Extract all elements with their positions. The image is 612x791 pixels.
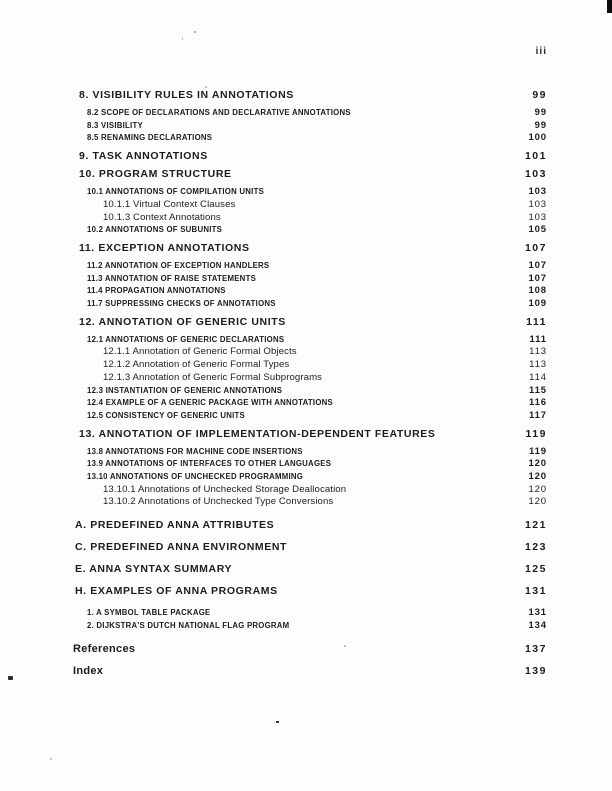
toc-entry-title: 10.2 ANNOTATIONS OF SUBUNITS — [87, 225, 223, 235]
toc-entry — [87, 471, 547, 484]
toc-entry — [87, 120, 547, 133]
toc-entry — [79, 428, 547, 440]
toc-entry-page-number: 113 — [529, 346, 547, 358]
toc-entry — [103, 212, 547, 225]
toc-entry — [87, 298, 547, 311]
toc-entry-title: 8.5 RENAMING DECLARATIONS — [87, 133, 213, 143]
toc-entry-title: 13.10.1 Annotations of Unchecked Storage Deallocation — [103, 483, 347, 495]
toc-entry-page-number: 115 — [528, 384, 547, 396]
toc-entry — [87, 224, 547, 237]
toc-entry-title: 11.2 ANNOTATION OF EXCEPTION HANDLERS — [87, 260, 270, 270]
toc-entry-page-number: 103 — [528, 198, 547, 210]
scan-speck — [194, 31, 196, 33]
toc-entry-title: 11.3 ANNOTATION OF RAISE STATEMENTS — [87, 273, 257, 283]
toc-entry-page-number: 99 — [532, 89, 547, 101]
toc-entry-title: 12.1 ANNOTATIONS OF GENERIC DECLARATIONS — [87, 334, 285, 344]
toc-entry — [87, 397, 547, 410]
toc-entry-page-number: 120 — [528, 496, 547, 508]
toc-entry-page-number: 113 — [529, 359, 547, 371]
toc-entry-title: 8.3 VISIBILITY — [87, 120, 143, 130]
toc-entry-title: References — [73, 642, 136, 655]
toc-entry-page-number: 120 — [528, 483, 547, 495]
page-number-folio: iii — [535, 46, 547, 57]
toc-entry — [79, 242, 547, 254]
toc-entry — [87, 334, 547, 347]
toc-entry-title: 2. DIJKSTRA'S DUTCH NATIONAL FLAG PROGRAM — [87, 620, 290, 630]
toc-entry — [103, 496, 547, 509]
scan-speck — [205, 86, 207, 88]
toc-entry-page-number: 100 — [528, 132, 547, 144]
toc-entry-page-number: 131 — [528, 607, 547, 619]
toc-entry — [75, 519, 547, 531]
toc-entry-title: 12.1.3 Annotation of Generic Formal Subprograms — [103, 371, 323, 383]
toc-entry — [103, 359, 547, 372]
toc-entry — [75, 585, 547, 597]
toc-entry — [75, 563, 547, 575]
toc-entry — [79, 168, 547, 180]
toc-entry-page-number: 99 — [534, 107, 547, 118]
toc-entry-page-number: 107 — [528, 259, 547, 271]
toc-entry-page-number: 107 — [524, 241, 547, 254]
toc-entry-page-number: 101 — [524, 150, 547, 163]
toc-entry-page-number: 119 — [525, 427, 547, 440]
toc-entry-title: 8. VISIBILITY RULES IN ANNOTATIONS — [79, 89, 294, 101]
toc-entry — [87, 410, 547, 423]
toc-entry-title: 12. ANNOTATION OF GENERIC UNITS — [79, 315, 286, 328]
toc-entry — [87, 273, 547, 286]
toc-entry-page-number: 99 — [534, 119, 547, 131]
toc-entry-title: 10.1.1 Virtual Context Clauses — [103, 198, 236, 210]
toc-entry-page-number: 111 — [526, 315, 547, 328]
toc-entry — [103, 372, 547, 385]
toc-entry — [79, 150, 547, 162]
toc-entry — [87, 132, 547, 145]
toc-entry-title: 10.1.3 Context Annotations — [103, 211, 221, 223]
toc-entry — [103, 199, 547, 212]
toc-entry-page-number: 134 — [528, 619, 547, 631]
toc-entry — [73, 643, 547, 655]
toc-entry — [87, 285, 547, 298]
toc-entry — [103, 346, 547, 359]
toc-entry-title: 12.4 EXAMPLE OF A GENERIC PACKAGE WITH ANNOTATIONS — [87, 398, 333, 408]
toc-entry-title: A. PREDEFINED ANNA ATTRIBUTES — [75, 519, 275, 532]
table-of-contents — [73, 84, 547, 687]
toc-entry — [87, 458, 547, 471]
toc-entry-page-number: 120 — [528, 471, 547, 483]
toc-entry-page-number: 131 — [524, 585, 547, 598]
scan-speck — [50, 758, 52, 760]
toc-entry-title: 11. EXCEPTION ANNOTATIONS — [79, 241, 250, 254]
toc-entry — [87, 260, 547, 273]
toc-entry-page-number: 119 — [528, 445, 547, 457]
toc-entry-title: 13. ANNOTATION OF IMPLEMENTATION-DEPENDENT FEATURES — [79, 427, 436, 440]
toc-entry-title: Index — [73, 664, 104, 677]
toc-entry-title: C. PREDEFINED ANNA ENVIRONMENT — [75, 541, 288, 554]
toc-entry — [87, 186, 547, 199]
toc-entry-title: 12.5 CONSISTENCY OF GENERIC UNITS — [87, 410, 246, 420]
toc-entry — [87, 446, 547, 459]
toc-entry-title: 1. A SYMBOL TABLE PACKAGE — [87, 608, 211, 618]
toc-entry-page-number: 125 — [524, 563, 547, 576]
toc-entry-page-number: 121 — [524, 519, 547, 532]
toc-entry-title: 12.1.2 Annotation of Generic Formal Types — [103, 359, 290, 371]
toc-entry-page-number: 120 — [528, 458, 547, 470]
toc-entry-page-number: 109 — [528, 298, 547, 310]
toc-entry-title: E. ANNA SYNTAX SUMMARY — [75, 563, 233, 576]
toc-entry — [73, 665, 547, 677]
scan-speck — [182, 37, 183, 40]
scan-edge-mark — [607, 0, 612, 13]
toc-entry — [87, 607, 547, 620]
toc-entry-page-number: 107 — [528, 272, 547, 284]
toc-entry-title: 10. PROGRAM STRUCTURE — [79, 168, 232, 181]
toc-entry-page-number: 111 — [529, 333, 547, 345]
toc-entry-title: 8.2 SCOPE OF DECLARATIONS AND DECLARATIVE ANNOTATIONS — [87, 108, 351, 117]
toc-entry-page-number: 123 — [524, 541, 547, 554]
toc-entry-title: 13.9 ANNOTATIONS OF INTERFACES TO OTHER LANGUAGES — [87, 459, 332, 469]
toc-entry — [79, 316, 547, 328]
toc-entry-title: 13.10 ANNOTATIONS OF UNCHECKED PROGRAMMING — [87, 472, 304, 482]
toc-entry-page-number: 116 — [528, 397, 547, 409]
toc-entry — [87, 620, 547, 633]
toc-entry — [87, 107, 547, 120]
scan-speck — [344, 645, 346, 647]
toc-entry-page-number: 103 — [528, 211, 547, 223]
scan-speck — [276, 721, 279, 723]
toc-entry-page-number: 108 — [528, 285, 547, 297]
toc-entry-title: 12.1.1 Annotation of Generic Formal Objects — [103, 346, 297, 358]
toc-entry — [75, 541, 547, 553]
toc-entry — [79, 89, 547, 101]
toc-entry-page-number: 105 — [528, 224, 547, 236]
toc-entry-title: 11.7 SUPPRESSING CHECKS OF ANNOTATIONS — [87, 299, 276, 309]
toc-entry-title: 13.8 ANNOTATIONS FOR MACHINE CODE INSERTIONS — [87, 446, 303, 456]
toc-entry-page-number: 103 — [528, 186, 547, 198]
toc-entry-title: 11.4 PROPAGATION ANNOTATIONS — [87, 286, 226, 296]
toc-entry-page-number: 137 — [524, 642, 547, 655]
toc-entry — [87, 385, 547, 398]
scan-speck — [8, 676, 13, 680]
toc-entry-page-number: 139 — [524, 664, 547, 677]
toc-entry-title: 12.3 INSTANTIATION OF GENERIC ANNOTATIONS — [87, 385, 283, 395]
toc-entry-title: H. EXAMPLES OF ANNA PROGRAMS — [75, 585, 278, 598]
toc-entry — [103, 484, 547, 497]
toc-entry-page-number: 117 — [528, 409, 547, 421]
toc-entry-page-number: 114 — [529, 371, 547, 383]
toc-entry-title: 9. TASK ANNOTATIONS — [79, 150, 208, 163]
toc-entry-title: 10.1 ANNOTATIONS OF COMPILATION UNITS — [87, 187, 265, 197]
toc-entry-page-number: 103 — [524, 168, 547, 181]
toc-entry-title: 13.10.2 Annotations of Unchecked Type Conversions — [103, 496, 334, 508]
